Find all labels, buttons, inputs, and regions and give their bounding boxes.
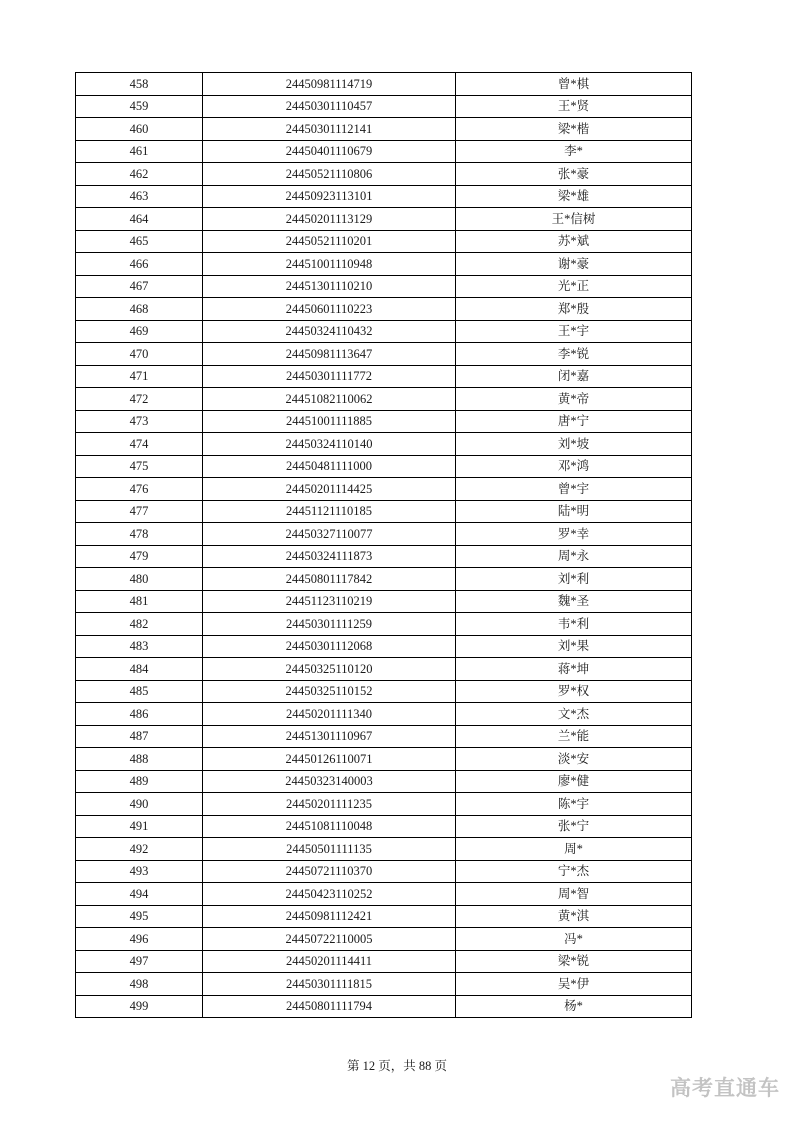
cell-exam-id: 24450325110120 [203,658,456,681]
table-row [76,658,692,681]
cell-serial-number: 472 [76,388,203,411]
cell-serial-number: 498 [76,973,203,996]
cell-exam-id: 24450301110457 [203,95,456,118]
cell-serial-number: 490 [76,793,203,816]
table-row [76,635,692,658]
cell-serial-number: 471 [76,365,203,388]
cell-masked-name: 张*宁 [456,815,692,838]
cell-masked-name: 邓*鸿 [456,455,692,478]
cell-exam-id: 24451081110048 [203,815,456,838]
table-row [76,343,692,366]
cell-masked-name: 罗*幸 [456,523,692,546]
cell-masked-name: 梁*楷 [456,118,692,141]
cell-exam-id: 24450721110370 [203,860,456,883]
cell-masked-name: 文*杰 [456,703,692,726]
cell-masked-name: 淡*安 [456,748,692,771]
cell-serial-number: 478 [76,523,203,546]
cell-serial-number: 469 [76,320,203,343]
cell-exam-id: 24450201111340 [203,703,456,726]
cell-exam-id: 24450201114425 [203,478,456,501]
table-row [76,298,692,321]
cell-serial-number: 483 [76,635,203,658]
cell-masked-name: 闭*嘉 [456,365,692,388]
cell-serial-number: 499 [76,995,203,1018]
cell-masked-name: 唐*宁 [456,410,692,433]
cell-masked-name: 刘*果 [456,635,692,658]
cell-serial-number: 487 [76,725,203,748]
cell-masked-name: 梁*锐 [456,950,692,973]
cell-serial-number: 486 [76,703,203,726]
cell-exam-id: 24450521110806 [203,163,456,186]
cell-exam-id: 24450301111259 [203,613,456,636]
cell-serial-number: 467 [76,275,203,298]
table-row [76,320,692,343]
cell-masked-name: 李*锐 [456,343,692,366]
cell-serial-number: 491 [76,815,203,838]
cell-serial-number: 461 [76,140,203,163]
cell-serial-number: 462 [76,163,203,186]
table-row [76,275,692,298]
cell-serial-number: 470 [76,343,203,366]
table-row [76,118,692,141]
cell-serial-number: 485 [76,680,203,703]
table-body [76,73,692,1018]
cell-masked-name: 苏*斌 [456,230,692,253]
table-row [76,590,692,613]
cell-serial-number: 482 [76,613,203,636]
table-row [76,860,692,883]
table-row [76,163,692,186]
cell-exam-id: 24450521110201 [203,230,456,253]
cell-exam-id: 24450722110005 [203,928,456,951]
cell-serial-number: 496 [76,928,203,951]
cell-masked-name: 谢*豪 [456,253,692,276]
cell-masked-name: 兰*能 [456,725,692,748]
table-row [76,140,692,163]
cell-exam-id: 24450401110679 [203,140,456,163]
cell-exam-id: 24450301112068 [203,635,456,658]
cell-serial-number: 494 [76,883,203,906]
table-row [76,928,692,951]
table-row [76,905,692,928]
cell-masked-name: 曾*棋 [456,73,692,96]
cell-serial-number: 468 [76,298,203,321]
table-row [76,545,692,568]
table-row [76,680,692,703]
cell-masked-name: 黄*淇 [456,905,692,928]
cell-exam-id: 24450981114719 [203,73,456,96]
table-row [76,748,692,771]
table-row [76,433,692,456]
cell-exam-id: 24450481111000 [203,455,456,478]
cell-exam-id: 24450601110223 [203,298,456,321]
cell-exam-id: 24450327110077 [203,523,456,546]
cell-masked-name: 杨* [456,995,692,1018]
table-row [76,253,692,276]
cell-masked-name: 王*信树 [456,208,692,231]
table-row [76,523,692,546]
cell-serial-number: 459 [76,95,203,118]
cell-masked-name: 王*宇 [456,320,692,343]
cell-serial-number: 463 [76,185,203,208]
cell-serial-number: 493 [76,860,203,883]
cell-masked-name: 陆*明 [456,500,692,523]
table-row [76,838,692,861]
cell-serial-number: 479 [76,545,203,568]
table-row [76,73,692,96]
table-row [76,208,692,231]
cell-masked-name: 王*贤 [456,95,692,118]
cell-serial-number: 474 [76,433,203,456]
cell-exam-id: 24450501111135 [203,838,456,861]
cell-masked-name: 周*永 [456,545,692,568]
cell-exam-id: 24450323140003 [203,770,456,793]
table-row [76,725,692,748]
cell-masked-name: 冯* [456,928,692,951]
cell-serial-number: 495 [76,905,203,928]
table-row [76,185,692,208]
cell-masked-name: 陈*宇 [456,793,692,816]
table-row [76,883,692,906]
table-row [76,703,692,726]
cell-masked-name: 蒋*坤 [456,658,692,681]
cell-masked-name: 周* [456,838,692,861]
cell-exam-id: 24450126110071 [203,748,456,771]
cell-exam-id: 24450201113129 [203,208,456,231]
cell-serial-number: 464 [76,208,203,231]
cell-masked-name: 吴*伊 [456,973,692,996]
table-row [76,973,692,996]
cell-exam-id: 24450981112421 [203,905,456,928]
cell-exam-id: 24450801117842 [203,568,456,591]
table-row [76,388,692,411]
table-row [76,950,692,973]
table-row [76,770,692,793]
cell-serial-number: 484 [76,658,203,681]
cell-exam-id: 24450324110432 [203,320,456,343]
cell-exam-id: 24450423110252 [203,883,456,906]
table-row [76,95,692,118]
watermark-text: 高考直通车 [670,1077,780,1100]
cell-serial-number: 497 [76,950,203,973]
cell-masked-name: 罗*权 [456,680,692,703]
cell-masked-name: 黄*帝 [456,388,692,411]
table-row [76,793,692,816]
table-row [76,365,692,388]
cell-serial-number: 480 [76,568,203,591]
table-row [76,995,692,1018]
cell-masked-name: 韦*利 [456,613,692,636]
table-row [76,613,692,636]
cell-serial-number: 460 [76,118,203,141]
cell-masked-name: 周*智 [456,883,692,906]
cell-exam-id: 24451301110210 [203,275,456,298]
cell-exam-id: 24451123110219 [203,590,456,613]
cell-serial-number: 488 [76,748,203,771]
cell-masked-name: 刘*利 [456,568,692,591]
table-row [76,478,692,501]
cell-exam-id: 24450923113101 [203,185,456,208]
cell-exam-id: 24450301111772 [203,365,456,388]
cell-serial-number: 465 [76,230,203,253]
cell-masked-name: 梁*雄 [456,185,692,208]
cell-exam-id: 24450981113647 [203,343,456,366]
table-row [76,455,692,478]
cell-exam-id: 24450325110152 [203,680,456,703]
candidate-list-table [75,72,692,1018]
table-row [76,410,692,433]
cell-exam-id: 24450301111815 [203,973,456,996]
cell-exam-id: 24451001111885 [203,410,456,433]
cell-masked-name: 宁*杰 [456,860,692,883]
cell-masked-name: 曾*宇 [456,478,692,501]
cell-serial-number: 481 [76,590,203,613]
cell-exam-id: 24450324110140 [203,433,456,456]
cell-masked-name: 李* [456,140,692,163]
cell-exam-id: 24450201111235 [203,793,456,816]
cell-serial-number: 492 [76,838,203,861]
cell-exam-id: 24451301110967 [203,725,456,748]
cell-exam-id: 24450324111873 [203,545,456,568]
cell-exam-id: 24450801111794 [203,995,456,1018]
cell-serial-number: 489 [76,770,203,793]
cell-serial-number: 466 [76,253,203,276]
page-number-footer: 第 12 页，共 88 页 [346,1059,447,1073]
cell-masked-name: 光*正 [456,275,692,298]
table-row [76,230,692,253]
table-row [76,815,692,838]
cell-masked-name: 魏*圣 [456,590,692,613]
cell-serial-number: 477 [76,500,203,523]
cell-exam-id: 24451121110185 [203,500,456,523]
cell-exam-id: 24450301112141 [203,118,456,141]
cell-serial-number: 476 [76,478,203,501]
cell-masked-name: 张*豪 [456,163,692,186]
cell-masked-name: 廖*健 [456,770,692,793]
cell-exam-id: 24451001110948 [203,253,456,276]
cell-masked-name: 郑*殷 [456,298,692,321]
cell-masked-name: 刘*坡 [456,433,692,456]
cell-serial-number: 473 [76,410,203,433]
table-row [76,568,692,591]
cell-serial-number: 458 [76,73,203,96]
table-row [76,500,692,523]
cell-exam-id: 24451082110062 [203,388,456,411]
cell-serial-number: 475 [76,455,203,478]
cell-exam-id: 24450201114411 [203,950,456,973]
